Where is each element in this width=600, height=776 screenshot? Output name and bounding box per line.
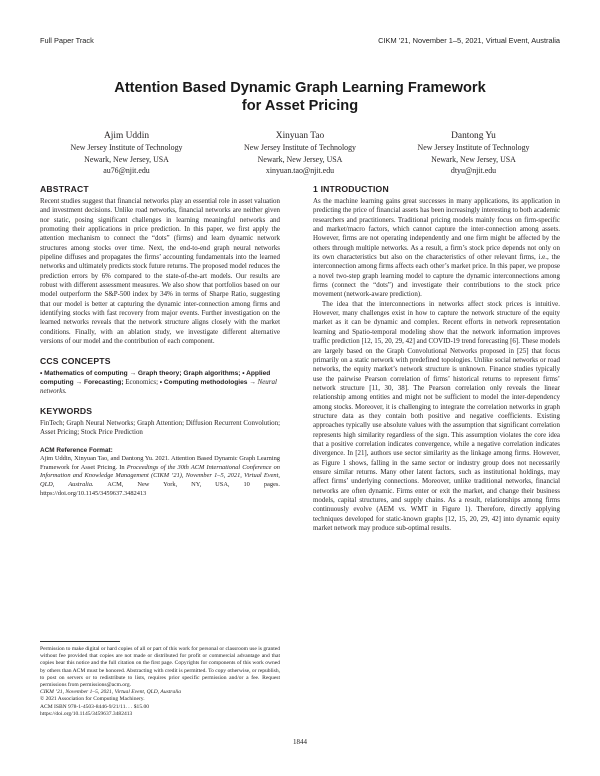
introduction-paragraph-2: The idea that the interconnections in networks affect stock prices is intuitive. However, many challenges exist in how to capture the network structure of the equity market as it can be dynamic and complex. Recent efforts in network representation learning and Spatio-temporal modeling show that the network information improves traffic prediction [12, 15, 20, 29, 42] and COVID-19 trend forecasting [6]. These models are largely based on the Graph Convolutional Networks proposed in [25] that focus primarily on a static network with predefined topologies. Unlike social networks or road networks, the equity market’s network structure is unknown. Finance studies typically use the pairwise Pearson correlation of firms’ historical returns to represent firms’ network structure [11, 30, 38]. The Pearson correlation only reveals the linear relationship among entities and might not be sufficient to model the inter-dependency among stocks. Moreover, it is challenging to integrate the correlation networks in graph structure data as they contain both positive and negative coefficients. Existing approaches typically use absolute values with the assumption that significant correlation represents high similarity regardless of the sign. This assumption violates the core idea that a positive correlation indicates convergence, while a negative correlation indicates divergence. In [21], authors use sector similarity as the linkage among firms. However, as Figure 1 shows, falling in the same sector or industry group does not necessarily ensure similar returns. Many other latent factors, such as institutional holdings, may affect firms’ underlying connections. Moreover, unlike traditional networks, financial networks are often dynamic. Firms enter or exit the market, and change their business models, capital structures, and supply chains. As a result, relationships among firms continuously evolve (AEM vs. WMT in Figure 1). Therefore, directly applying techniques developed for static-known graphs [12, 15, 20, 29, 42] into dynamic equity market network may produce sub-optimal results. <box>313 299 560 533</box>
paper-title-line-1: Attention Based Dynamic Graph Learning Framework <box>114 80 486 96</box>
keywords-text: FinTech; Graph Neural Networks; Graph Attention; Diffusion Recurrent Convolution; Asset Pricing; Stock Price Prediction <box>40 418 280 436</box>
footnote-doi[interactable]: https://doi.org/10.1145/3459637.3482413 <box>40 710 133 717</box>
abstract-text: Recent studies suggest that financial networks play an essential role in asset valuation and investment decisions. Unlike road networks, financial networks are neither given nor static, posing significant challenges in learning meaningful networks and promoting their applications in price prediction. In this paper, we first apply the attention mechanism to connect the “dots” (firms) and learn dynamic network structures among stocks over time. Next, the end-to-end graph neural networks pipeline diffuses and propagates the firms’ accounting fundamentals into the learned networks and ultimately predicts stock future returns. The proposed model reduces the prediction errors by 6% compared to the state-of-the-art models. Our results are robust with different assessment measures. We also show that portfolios based on our model outperform the S&P-500 index by 34% in terms of Sharpe Ratio, suggesting that our model is better at capturing the dynamic inter-connection among firms and identifying stocks with fast recovery from major events. Further investigation on the learned networks reveals that the network structure aligns closely with the market conditions. Finally, with an ablation study, we investigate different alternative versions of our model and the contribution of each component. <box>40 197 280 346</box>
author-1 <box>40 130 213 176</box>
author-affiliation: New Jersey Institute of Technology <box>417 143 530 153</box>
ccs-item-2: • Applied computing → Forecasting; <box>40 369 271 386</box>
introduction-heading: 1 INTRODUCTION <box>313 184 389 194</box>
author-block <box>40 130 560 176</box>
ccs-item-3: • Computing methodologies → <box>159 378 256 386</box>
author-email: dtyu@njit.edu <box>450 165 497 175</box>
author-location: Newark, New Jersey, USA <box>84 154 169 164</box>
author-name: Ajim Uddin <box>103 131 150 141</box>
running-header-conference: CIKM ’21, November 1–5, 2021, Virtual Event, Australia <box>378 36 560 45</box>
footnote-isbn: ACM ISBN 978-1-4503-8446-9/21/11. . . $15.00 <box>40 703 150 710</box>
acm-reference-text <box>40 455 280 498</box>
author-2 <box>214 130 387 176</box>
permission-footnote <box>40 646 280 718</box>
footnote-rule <box>40 641 120 642</box>
running-header-track: Full Paper Track <box>40 36 94 45</box>
paper-title <box>40 79 560 115</box>
author-name: Xinyuan Tao <box>275 131 325 141</box>
ccs-item-3-rest: Neural networks. <box>40 377 277 396</box>
footnote-copyright: © 2021 Association for Computing Machinery. <box>40 696 145 703</box>
acm-reference-part-3: ACM, New York, NY, USA, 10 pages. https://doi.org/10.1145/3459637.3482413 <box>40 481 280 497</box>
author-email: xinyuan.tao@njit.edu <box>265 165 335 175</box>
ccs-item-2-rest: Economics; <box>123 377 159 386</box>
acm-reference-proceedings: Proceedings of the 30th ACM International Conference on Information and Knowledge Management (CIKM ’21), November 1–5, 2021, Virtual Event, QLD, Australia. <box>40 463 280 488</box>
left-column <box>40 184 280 498</box>
acm-reference <box>40 446 280 498</box>
footnote-conference: CIKM ’21, November 1–5, 2021, Virtual Event, QLD, Australia <box>40 689 182 696</box>
ccs-heading: CCS CONCEPTS <box>40 355 111 366</box>
author-email: au76@njit.edu <box>103 165 150 175</box>
acm-reference-heading: ACM Reference Format: <box>40 447 113 455</box>
paper-title-line-2: for Asset Pricing <box>241 98 359 114</box>
page-number: 1844 <box>293 738 307 746</box>
author-location: Newark, New Jersey, USA <box>431 154 516 164</box>
author-affiliation: New Jersey Institute of Technology <box>244 143 356 153</box>
author-affiliation: New Jersey Institute of Technology <box>70 143 183 153</box>
right-column <box>313 184 560 533</box>
author-3 <box>387 130 560 176</box>
acm-reference-part-1: Ajim Uddin, Xinyuan Tao, and Dantong Yu. 2021. Attention Based Dynamic Graph Learning Framework for Asset Pricing. In <box>40 455 280 471</box>
author-location: Newark, New Jersey, USA <box>257 154 343 164</box>
permission-text: Permission to make digital or hard copies of all or part of this work for personal or classroom use is granted without fee provided that copies are not made or distributed for profit or commercial advantage and that copies bear this notice and the full citation on the first page. Copyrights for components of this work owned by others than ACM must be honored. Abstracting with credit is permitted. To copy otherwise, or republish, to post on servers or to redistribute to lists, requires prior specific permission and/or a fee. Request permissions from permissions@acm.org. <box>40 646 280 689</box>
ccs-item-1: • Mathematics of computing → Graph theory; Graph algorithms; <box>40 369 241 377</box>
author-name: Dantong Yu <box>451 131 496 141</box>
ccs-concepts <box>40 369 280 397</box>
introduction-paragraph-1: As the machine learning gains great successes in many applications, its application in predicting the price of financial assets has been increasingly interesting to both academic researchers and practitioners. Traditional pricing models mainly focus on firm-specific and market/macro factors, which cannot capture the inter-connection among assets. However, firms are not operating independently and one firm might be affected by the others through multiple networks. As a result, a firm’s stock price depends not only on its own characteristics but also on the characteristics of other relevant firms, i.e., the interconnection among firms affects each other’s market price. In this paper, we propose a novel two-step graph learning model to capture the dynamic interconnections among firms (connect the “dots”) and investigate their contributions to the stock price movement (network-aware prediction). <box>313 197 560 299</box>
abstract-heading: ABSTRACT <box>40 184 89 194</box>
keywords-heading: KEYWORDS <box>40 405 93 416</box>
